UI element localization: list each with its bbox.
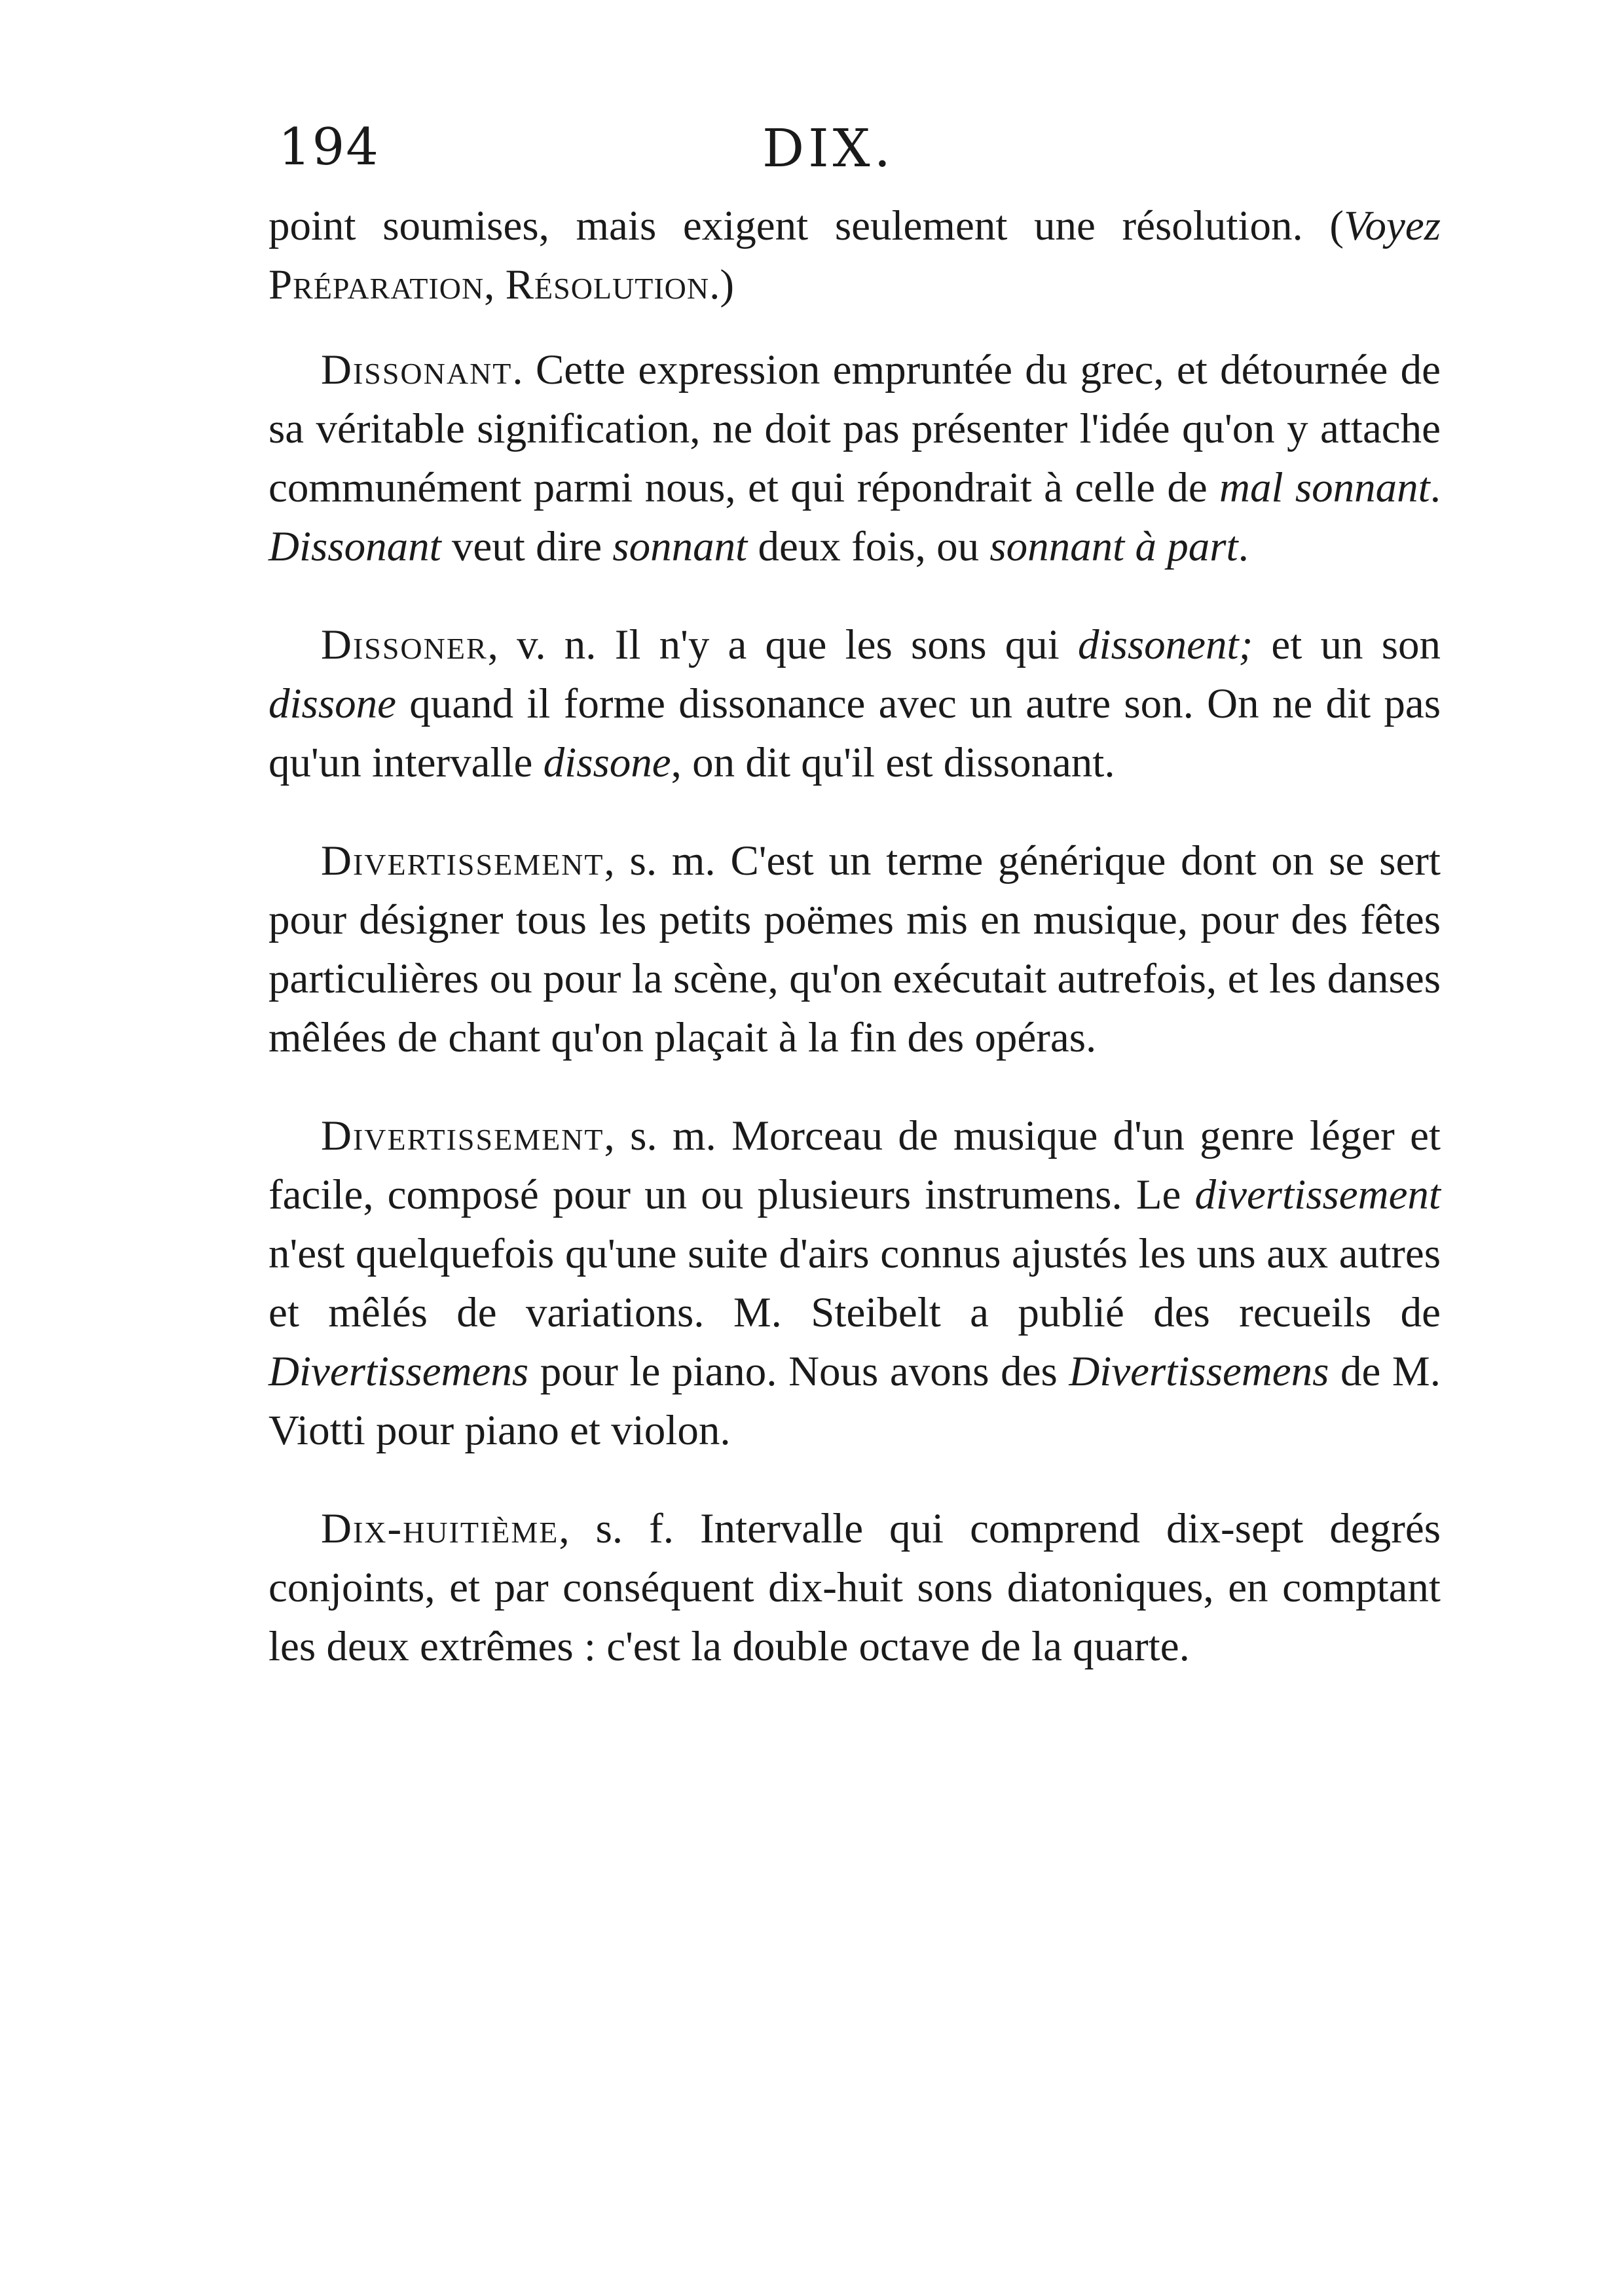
header-title: DIX. — [762, 118, 895, 179]
entry-dix-huitieme — [268, 1499, 1441, 1676]
entry-text: deux fois, ou — [747, 523, 990, 570]
entry-text: , s. f. Intervalle qui comprend dix-sept degrés conjoints, et par conséquent dix-huit sons diatoniques, en comptant les deux extrêmes : c'est la double octave de la quarte. — [268, 1505, 1441, 1670]
italic-term: Divertissemens — [268, 1348, 529, 1395]
entry-continuation — [268, 196, 1441, 314]
entry-text: , on dit qu'il est dissonant. — [671, 739, 1115, 786]
entry-text: , s. m. Morceau de musique d'un genre léger et facile, composé pour un ou plusieurs instrumens. Le — [268, 1112, 1441, 1218]
entry-text: . Cette expression empruntée du grec, et détournée de sa véritable signification, ne doit pas présenter l'idée qu'on y attache communément parmi nous, et qui répondrait à celle de — [268, 346, 1441, 511]
italic-term: Dissonant — [268, 523, 441, 570]
italic-term: sonnant — [612, 523, 748, 570]
italic-term: Divertissemens — [1069, 1348, 1329, 1395]
entry-text: et un son — [1253, 621, 1441, 668]
page-number: 194 — [278, 118, 380, 177]
entry-text: de M. Viotti pour piano et violon. — [268, 1348, 1441, 1454]
cross-reference: Résolution — [505, 261, 710, 308]
cross-reference: Préparation — [268, 261, 485, 308]
entry-text: point soumises, mais exigent seulement une résolution. ( — [268, 202, 1344, 249]
cross-reference-label: Voyez — [1344, 202, 1441, 249]
italic-term: sonnant à part — [989, 523, 1238, 570]
entry-text: n'est quelquefois qu'une suite d'airs connus ajustés les uns aux autres et mêlés de variations. M. Steibelt a publié des recueils de — [268, 1230, 1441, 1336]
entry-text: quand il forme dissonance avec un autre son. On ne dit pas qu'un intervalle — [268, 680, 1441, 786]
entry-text: , v. n. Il n'y a que les sons qui — [487, 621, 1079, 668]
italic-term: mal sonnant — [1219, 464, 1430, 511]
entry-text: pour le piano. Nous avons des — [528, 1348, 1069, 1395]
entry-term: Dissoner — [321, 621, 488, 668]
italic-term: divertissement — [1194, 1171, 1441, 1218]
entry-text: , s. m. C'est un terme générique dont on se sert pour désigner tous les petits poëmes mis en musique, pour des fêtes particulières ou pour la scène, qu'on exécutait autrefois, et les danses mêlées de chant qu'on plaçait à la fin des opéras. — [268, 837, 1441, 1061]
entry-divertissement-2 — [268, 1106, 1441, 1460]
running-head — [278, 118, 1378, 190]
entry-term: Divertissement — [321, 1112, 604, 1159]
entry-text: . — [1430, 464, 1441, 511]
italic-term: dissone — [268, 680, 396, 727]
entry-text: .) — [709, 261, 735, 308]
italic-term: dissonent; — [1078, 621, 1253, 668]
dictionary-text — [268, 196, 1441, 1715]
entry-dissoner — [268, 615, 1441, 792]
entry-text: . — [1238, 523, 1249, 570]
entry-dissonant — [268, 340, 1441, 576]
italic-term: dissone — [543, 739, 671, 786]
entry-divertissement-1 — [268, 831, 1441, 1067]
entry-text: , — [484, 261, 506, 308]
entry-text: veut dire — [441, 523, 613, 570]
entry-term: Dissonant — [321, 346, 513, 393]
entry-term: Divertissement — [321, 837, 604, 884]
entry-term: Dix-huitième — [321, 1505, 559, 1552]
